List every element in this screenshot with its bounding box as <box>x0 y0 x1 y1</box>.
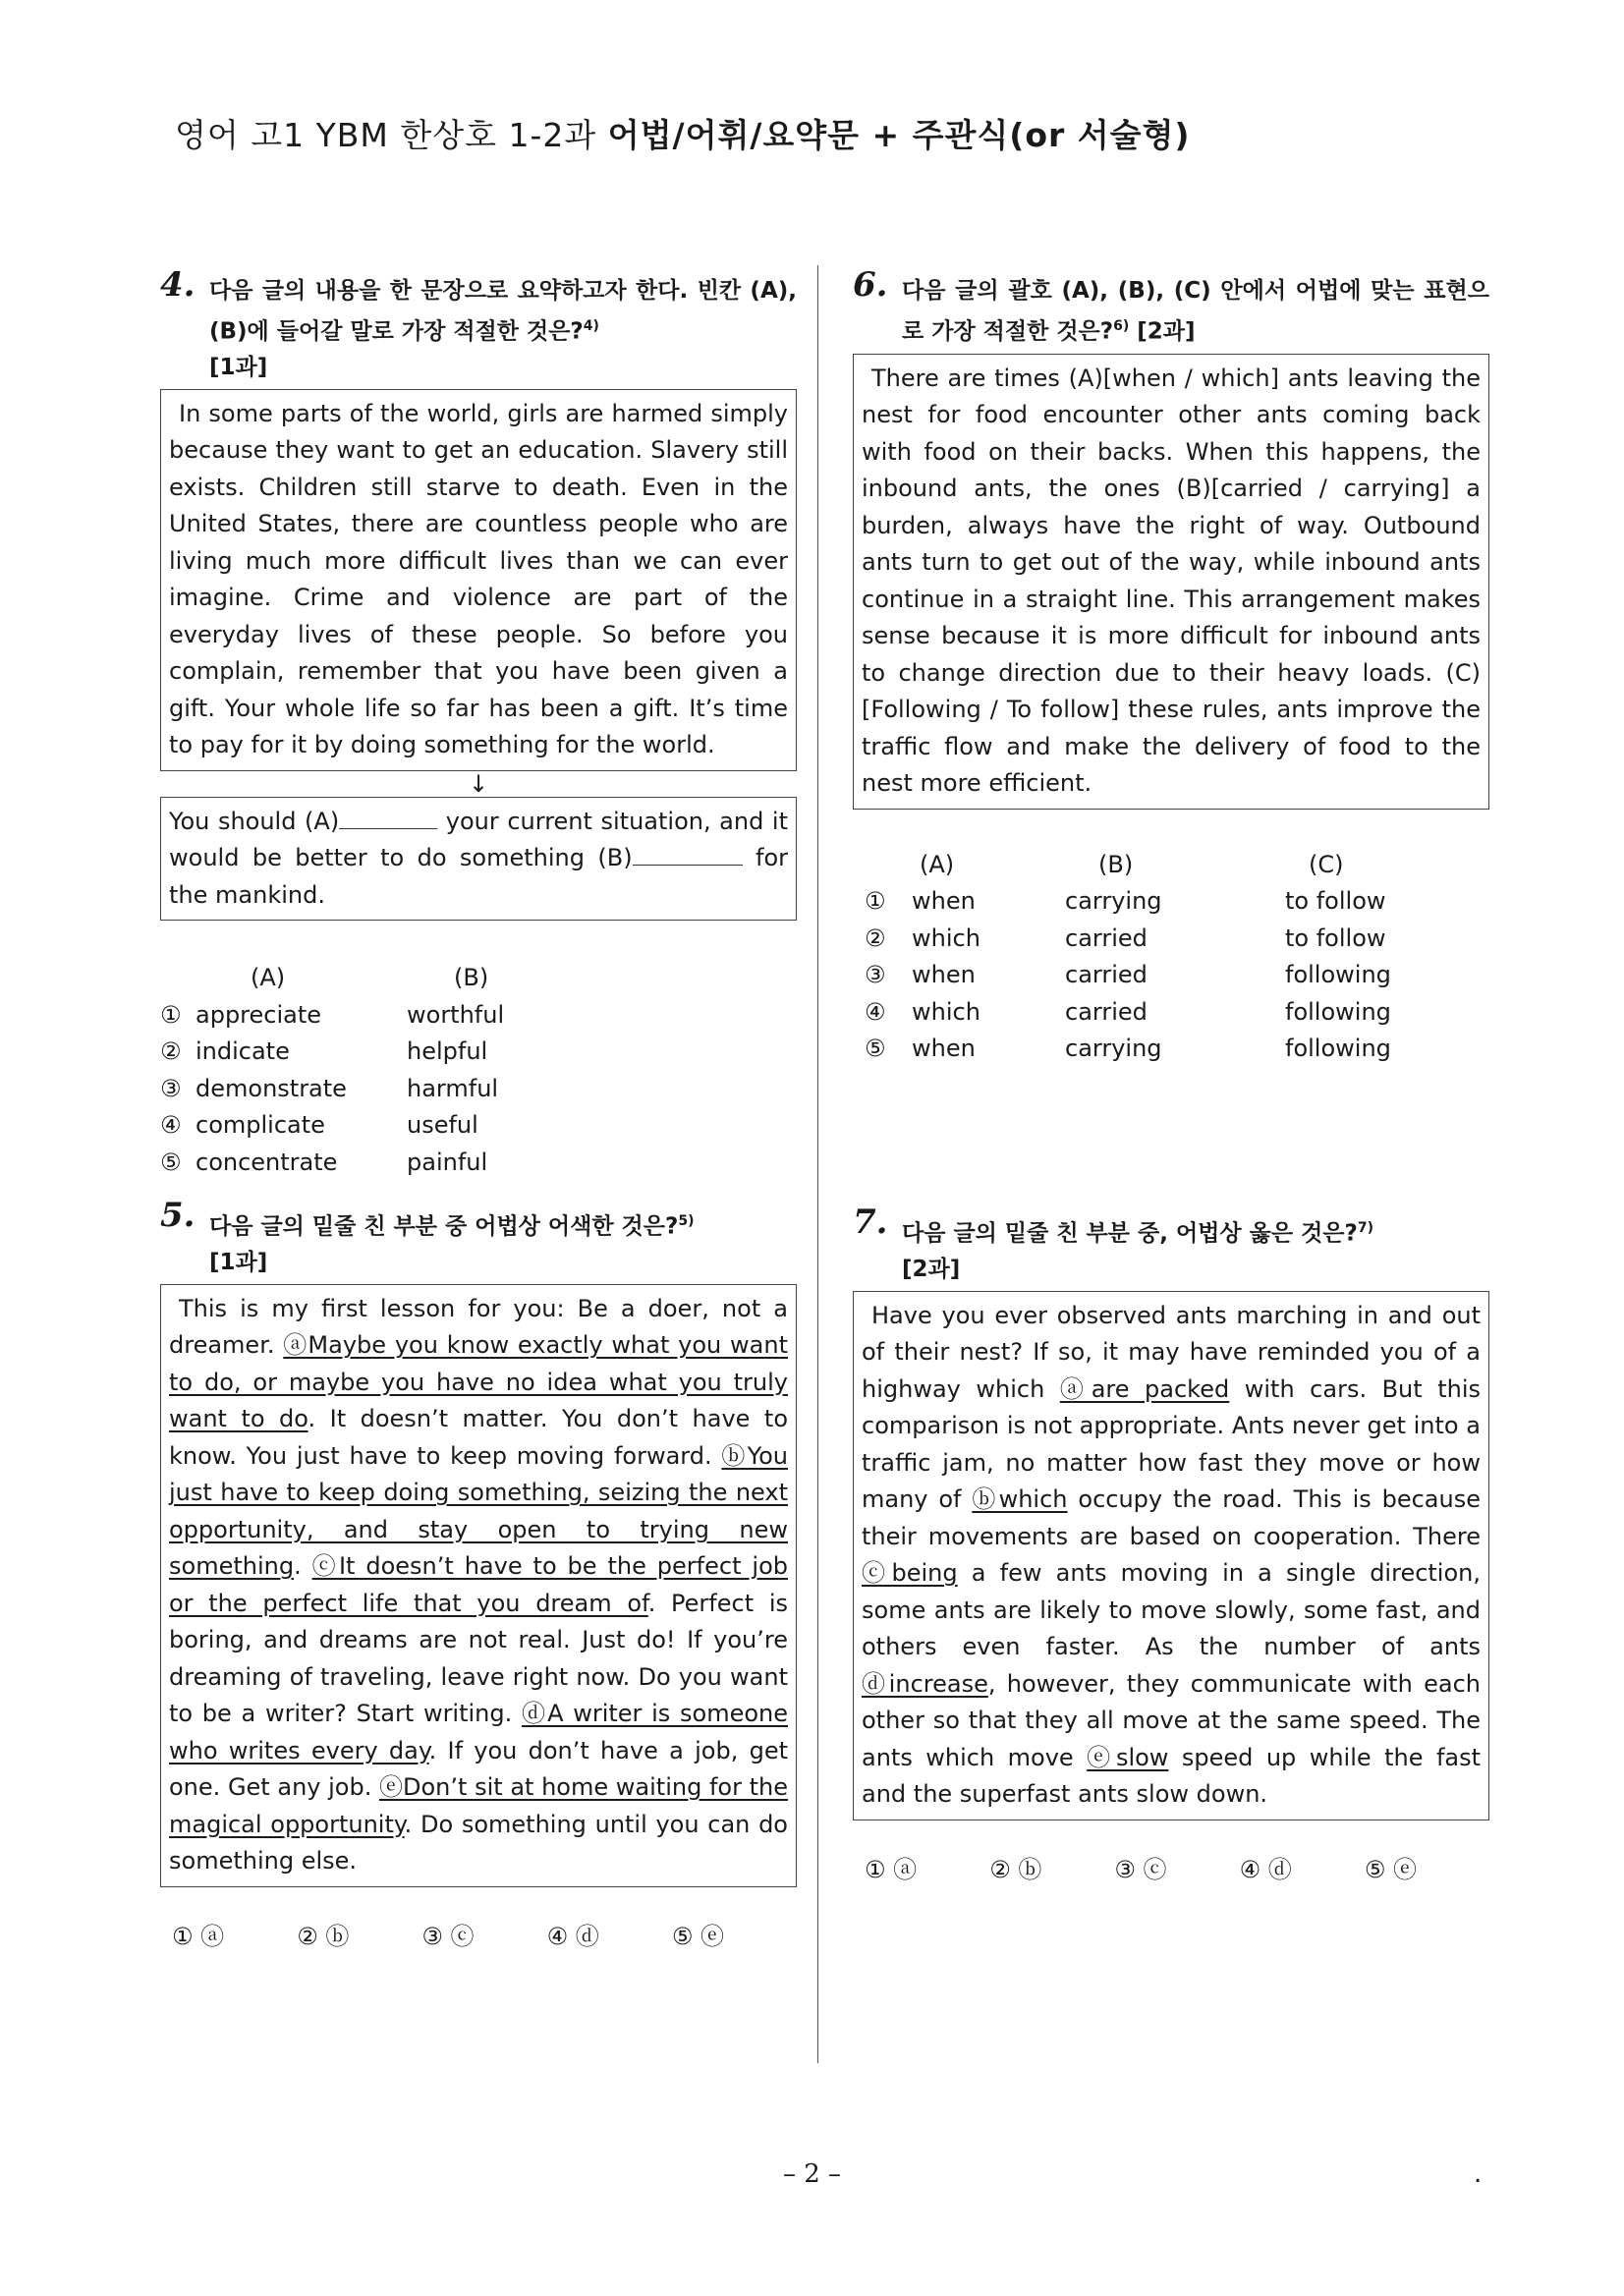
question-6-number: 6. <box>853 265 888 305</box>
question-7-tag: [2과] <box>902 1256 961 1282</box>
option-b: carried <box>1065 997 1148 1026</box>
option-col-a-label: (A) <box>251 964 286 992</box>
option-number: ④ <box>865 997 886 1026</box>
question-7 <box>853 1203 1489 1884</box>
underline-d: ⓓA writer is someone who writes every day <box>169 1700 788 1764</box>
option-b: carrying <box>1065 1035 1162 1063</box>
option-row[interactable] <box>853 883 1489 921</box>
option-row[interactable] <box>853 1031 1489 1068</box>
choice-5[interactable]: ⑤ ⓔ <box>671 1922 724 1950</box>
option-row[interactable] <box>160 1034 797 1071</box>
question-6-passage: There are times (A)[when / which] ants leaving the nest for food encounter other ants coming back with food on their backs. When this happens, the inbound ants, the ones (B)[carried / carrying] a burden, always have the right of way. Outbound ants turn to get out of the way, while inbound ants continue in a straight line. This arrangement makes sense because it is more difficult for inbound ants to change direction due to their heavy loads. (C)[Following / To follow] these rules, ants improve the traffic flow and make the delivery of food to the nest more efficient. <box>862 364 1481 798</box>
footer-dot: . <box>1474 2159 1483 2189</box>
passage-text: . It doesn’t matter. You don’t have to know. You just have to keep moving forward. <box>169 1405 788 1470</box>
question-4-passage-box <box>160 389 797 771</box>
option-b: worthful <box>407 1000 505 1029</box>
choice-5[interactable]: ⑤ ⓔ <box>1364 1855 1417 1883</box>
question-4-options <box>160 960 797 1181</box>
passage-text: . If you don’t have a job, get one. Get any job. <box>169 1736 789 1802</box>
blank-a <box>339 807 437 829</box>
option-c: to follow <box>1285 924 1386 952</box>
passage-text: . Do something until you can do something else. <box>169 1810 788 1876</box>
summary-part-1: You should (A) <box>169 807 340 835</box>
question-4-tag: [1과] <box>209 354 268 380</box>
option-b: helpful <box>407 1037 488 1066</box>
page-header <box>175 110 1191 156</box>
option-number: ① <box>865 887 886 916</box>
question-5-text: 다음 글의 밑줄 친 부분 중 어법상 어색한 것은? <box>209 1213 679 1240</box>
option-row[interactable] <box>160 1107 797 1145</box>
option-c: following <box>1285 961 1391 989</box>
question-6 <box>853 265 1489 1068</box>
option-number: ⑤ <box>865 1035 886 1063</box>
question-7-footnote: 7) <box>1357 1220 1373 1236</box>
summary-part-2: your current situation, and it would be better to do something (B) <box>169 807 788 872</box>
option-b: painful <box>407 1148 488 1176</box>
option-row[interactable] <box>160 1145 797 1182</box>
option-a: appreciate <box>196 1000 322 1029</box>
question-7-text: 다음 글의 밑줄 친 부분 중, 어법상 옳은 것은? <box>902 1220 1358 1247</box>
option-a: when <box>912 961 976 989</box>
option-row[interactable] <box>853 994 1489 1032</box>
option-number: ③ <box>160 1074 182 1102</box>
choice-2[interactable]: ② ⓑ <box>297 1922 350 1950</box>
choice-3[interactable]: ③ ⓒ <box>1114 1855 1167 1883</box>
option-number: ② <box>160 1037 182 1066</box>
question-5-passage-box <box>160 1284 797 1887</box>
question-5-passage <box>169 1291 788 1880</box>
question-5 <box>160 1196 797 1951</box>
question-6-options-header <box>853 847 1489 884</box>
option-row[interactable] <box>853 957 1489 994</box>
option-row[interactable] <box>160 997 797 1035</box>
header-title-regular: 영어 고1 YBM 한상호 1-2과 <box>175 116 608 154</box>
option-number: ① <box>160 1000 182 1029</box>
question-5-footnote: 5) <box>678 1213 695 1229</box>
option-col-c-label: (C) <box>1309 850 1344 878</box>
underline-b: ⓑwhich <box>972 1485 1068 1514</box>
option-col-b-label: (B) <box>454 964 489 992</box>
question-4-number: 4. <box>160 265 196 305</box>
choice-4[interactable]: ④ ⓓ <box>1239 1855 1292 1883</box>
passage-text: . <box>294 1552 312 1581</box>
summary-part-3: for the mankind. <box>169 844 788 909</box>
choice-1[interactable]: ① ⓐ <box>865 1855 918 1883</box>
question-5-prompt <box>160 1196 797 1280</box>
question-5-choices <box>160 1917 797 1951</box>
underline-e: ⓔDon’t sit at home waiting for the magical opportunity <box>169 1773 788 1838</box>
option-a: when <box>912 887 976 916</box>
question-6-text: 다음 글의 괄호 (A), (B), (C) 안에서 어법에 맞는 표현으로 가장 적절한 것은? <box>902 278 1489 345</box>
option-a: indicate <box>196 1037 290 1066</box>
question-4-footnote: 4) <box>583 318 599 334</box>
option-col-b-label: (B) <box>1098 850 1134 878</box>
choice-1[interactable]: ① ⓐ <box>172 1922 225 1950</box>
question-6-options <box>853 847 1489 1068</box>
option-a: complicate <box>196 1111 325 1140</box>
option-c: following <box>1285 997 1391 1026</box>
question-7-passage-box <box>853 1291 1489 1820</box>
option-col-a-label: (A) <box>920 850 955 878</box>
option-c: to follow <box>1285 887 1386 916</box>
option-a: demonstrate <box>196 1074 347 1102</box>
question-4-passage: In some parts of the world, girls are harmed simply because they want to get an education. Slavery still exists. Children still starve to death. Even in the United States, there are countless people who are living much more difficult lives than we can ever imagine. Crime and violence are part of the everyday lives of these people. So before you complain, remember that you have been given a gift. Your whole life so far has been a gift. It’s time to pay for it by doing something for the world. <box>169 399 788 759</box>
choice-3[interactable]: ③ ⓒ <box>421 1922 475 1950</box>
option-b: useful <box>407 1111 478 1140</box>
question-4-prompt <box>160 265 797 385</box>
passage-text: speed up while the fast and the superfast ants slow down. <box>862 1743 1482 1809</box>
option-a: which <box>912 997 980 1026</box>
choice-4[interactable]: ④ ⓓ <box>546 1922 599 1950</box>
option-c: following <box>1285 1035 1391 1063</box>
underline-d: ⓓincrease <box>862 1669 988 1698</box>
underline-c: ⓒbeing <box>862 1559 958 1588</box>
question-5-tag: [1과] <box>209 1249 268 1275</box>
option-number: ④ <box>160 1111 182 1140</box>
passage-text: This is my first lesson for you: Be a doer, not a dreamer. <box>169 1294 788 1360</box>
passage-text: Have you ever observed ants marching in and out of their nest? If so, it may have reminded you of a highway which <box>862 1301 1481 1403</box>
passage-text: with cars. But this comparison is not appropriate. Ants never get into a traffic jam, no matter how fast they move or how many of <box>862 1374 1481 1514</box>
question-7-number: 7. <box>853 1203 888 1242</box>
option-number: ③ <box>865 961 886 989</box>
question-7-passage <box>862 1298 1481 1814</box>
header-title-bold: 어법/어휘/요약문 + 주관식(or 서술형) <box>607 116 1191 154</box>
underline-a: ⓐMaybe you know exactly what you want to do, or maybe you have no idea what you truly want to do <box>169 1331 788 1433</box>
down-arrow-icon: ↓ <box>468 769 489 798</box>
option-row[interactable] <box>853 921 1489 958</box>
underline-a: ⓐare packed <box>1059 1374 1230 1403</box>
question-7-choices <box>853 1850 1489 1884</box>
option-number: ② <box>865 924 886 952</box>
choice-2[interactable]: ② ⓑ <box>989 1855 1042 1883</box>
question-4-summary-box <box>160 797 797 922</box>
question-4-text: 다음 글의 내용을 한 문장으로 요약하고자 한다. 빈칸 (A), (B)에 들어갈 말로 가장 적절한 것은? <box>209 278 797 345</box>
passage-text: . Perfect is boring, and dreams are not real. Just do! If you’re dreaming of traveling, leave right now. Do you want to be a writer? Start writing. <box>169 1589 788 1728</box>
question-6-footnote: 6) <box>1113 318 1130 334</box>
option-a: when <box>912 1035 976 1063</box>
question-6-tag: [2과] <box>1137 318 1196 345</box>
option-b: carrying <box>1065 887 1162 916</box>
question-5-number: 5. <box>160 1196 196 1235</box>
underline-e: ⓔslow <box>1087 1743 1169 1771</box>
option-b: harmful <box>407 1074 499 1102</box>
underline-c: ⓒIt doesn’t have to be the perfect job or the perfect life that you dream of <box>169 1552 788 1617</box>
option-b: carried <box>1065 961 1148 989</box>
underline-b: ⓑYou just have to keep doing something, seizing the next opportunity, and stay open to trying new something <box>169 1441 788 1581</box>
question-4-options-header <box>160 960 797 997</box>
option-a: which <box>912 924 980 952</box>
page-number: – 2 – <box>782 2159 842 2189</box>
question-6-prompt <box>853 265 1489 350</box>
blank-b <box>633 843 743 866</box>
passage-text: occupy the road. This is because their movements are based on cooperation. There <box>862 1485 1481 1550</box>
passage-text: a few ants moving in a single direction, some ants are likely to move slowly, some fast, and others even faster. As the number of ants <box>862 1559 1481 1661</box>
option-number: ⑤ <box>160 1148 182 1176</box>
column-divider <box>817 265 818 2063</box>
question-6-passage-box <box>853 354 1489 810</box>
option-a: concentrate <box>196 1148 338 1176</box>
passage-text: , however, they communicate with each other so that they all move at the same speed. The ants which move <box>862 1669 1481 1771</box>
question-4 <box>160 265 797 1181</box>
option-row[interactable] <box>160 1071 797 1108</box>
option-b: carried <box>1065 924 1148 952</box>
question-7-prompt <box>853 1203 1489 1287</box>
